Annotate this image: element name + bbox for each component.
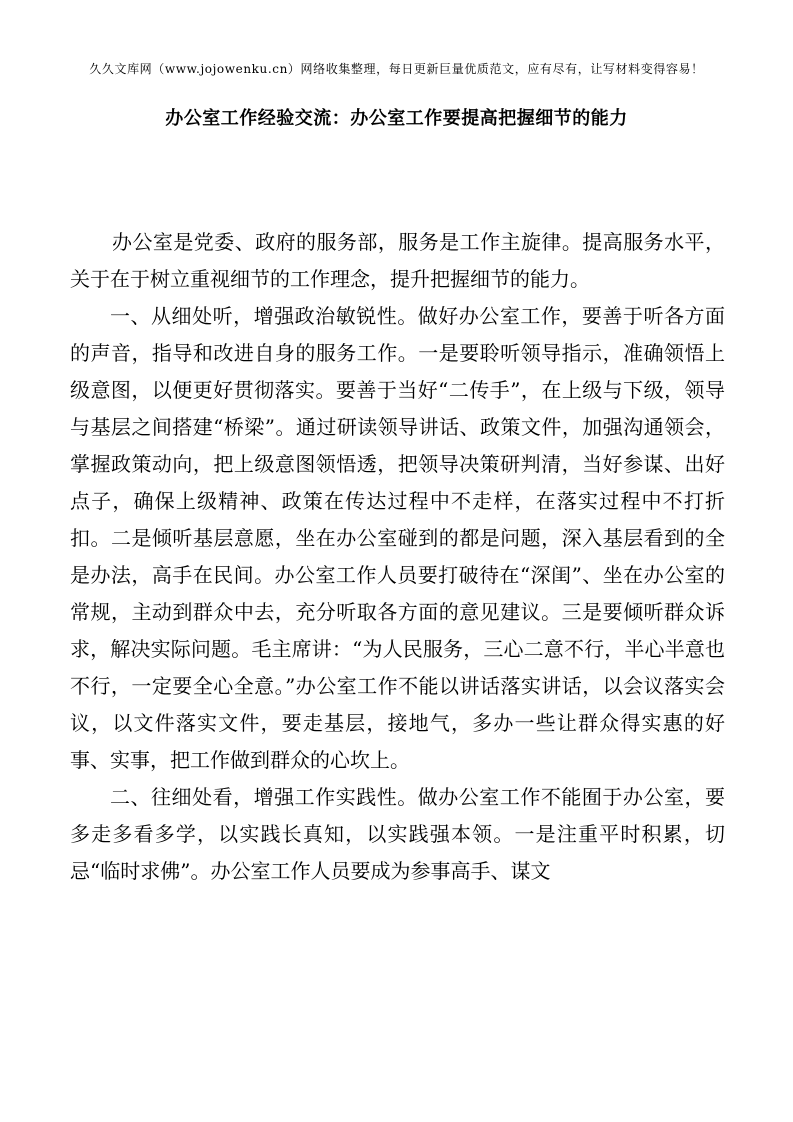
paragraph-intro: 办公室是党委、政府的服务部，服务是工作主旋律。提高服务水平，关于在于树立重视细节的工作理念，提升把握细节的能力。 (70, 230, 725, 291)
document-title: 办公室工作经验交流：办公室工作要提高把握细节的能力 (165, 108, 628, 129)
paragraph-section-2: 二、往细处看，增强工作实践性。做办公室工作不能囿于办公室，要多走多看多学，以实践长真知，以实践强本领。一是注重平时积累，切忌“临时求佛”。办公室工作人员要成为参事高手、谋文 (70, 785, 725, 883)
paragraph-section-1: 一、从细处听，增强政治敏锐性。做好办公室工作，要善于听各方面的声音，指导和改进自身的服务工作。一是要聆听领导指示，准确领悟上级意图，以便更好贯彻落实。要善于当好“二传手”，在上级与下级，领导与基层之间搭建“桥梁”。通过研读领导讲话、政策文件，加强沟通领会，掌握政策动向，把上级意图领悟透，把领导决策研判清，当好参谋、出好点子，确保上级精神、政策在传达过程中不走样，在落实过程中不打折扣。二是倾听基层意愿，坐在办公室碰到的都是问题，深入基层看到的全是办法，高手在民间。办公室工作人员要打破待在“深闺”、坐在办公室的常规，主动到群众中去，充分听取各方面的意见建议。三是要倾听群众诉求，解决实际问题。毛主席讲：“为人民服务，三心二意不行，半心半意也不行，一定要全心全意。”办公室工作不能以讲话落实讲话，以会议落实会议，以文件落实文件，要走基层，接地气，多办一些让群众得实惠的好事、实事，把工作做到群众的心坎上。 (70, 304, 725, 772)
document-body (70, 224, 725, 890)
header-banner: 久久文库网（www.jojowenku.cn）网络收集整理，每日更新巨量优质范文，应有尽有，让写材料变得容易！ (89, 62, 704, 76)
